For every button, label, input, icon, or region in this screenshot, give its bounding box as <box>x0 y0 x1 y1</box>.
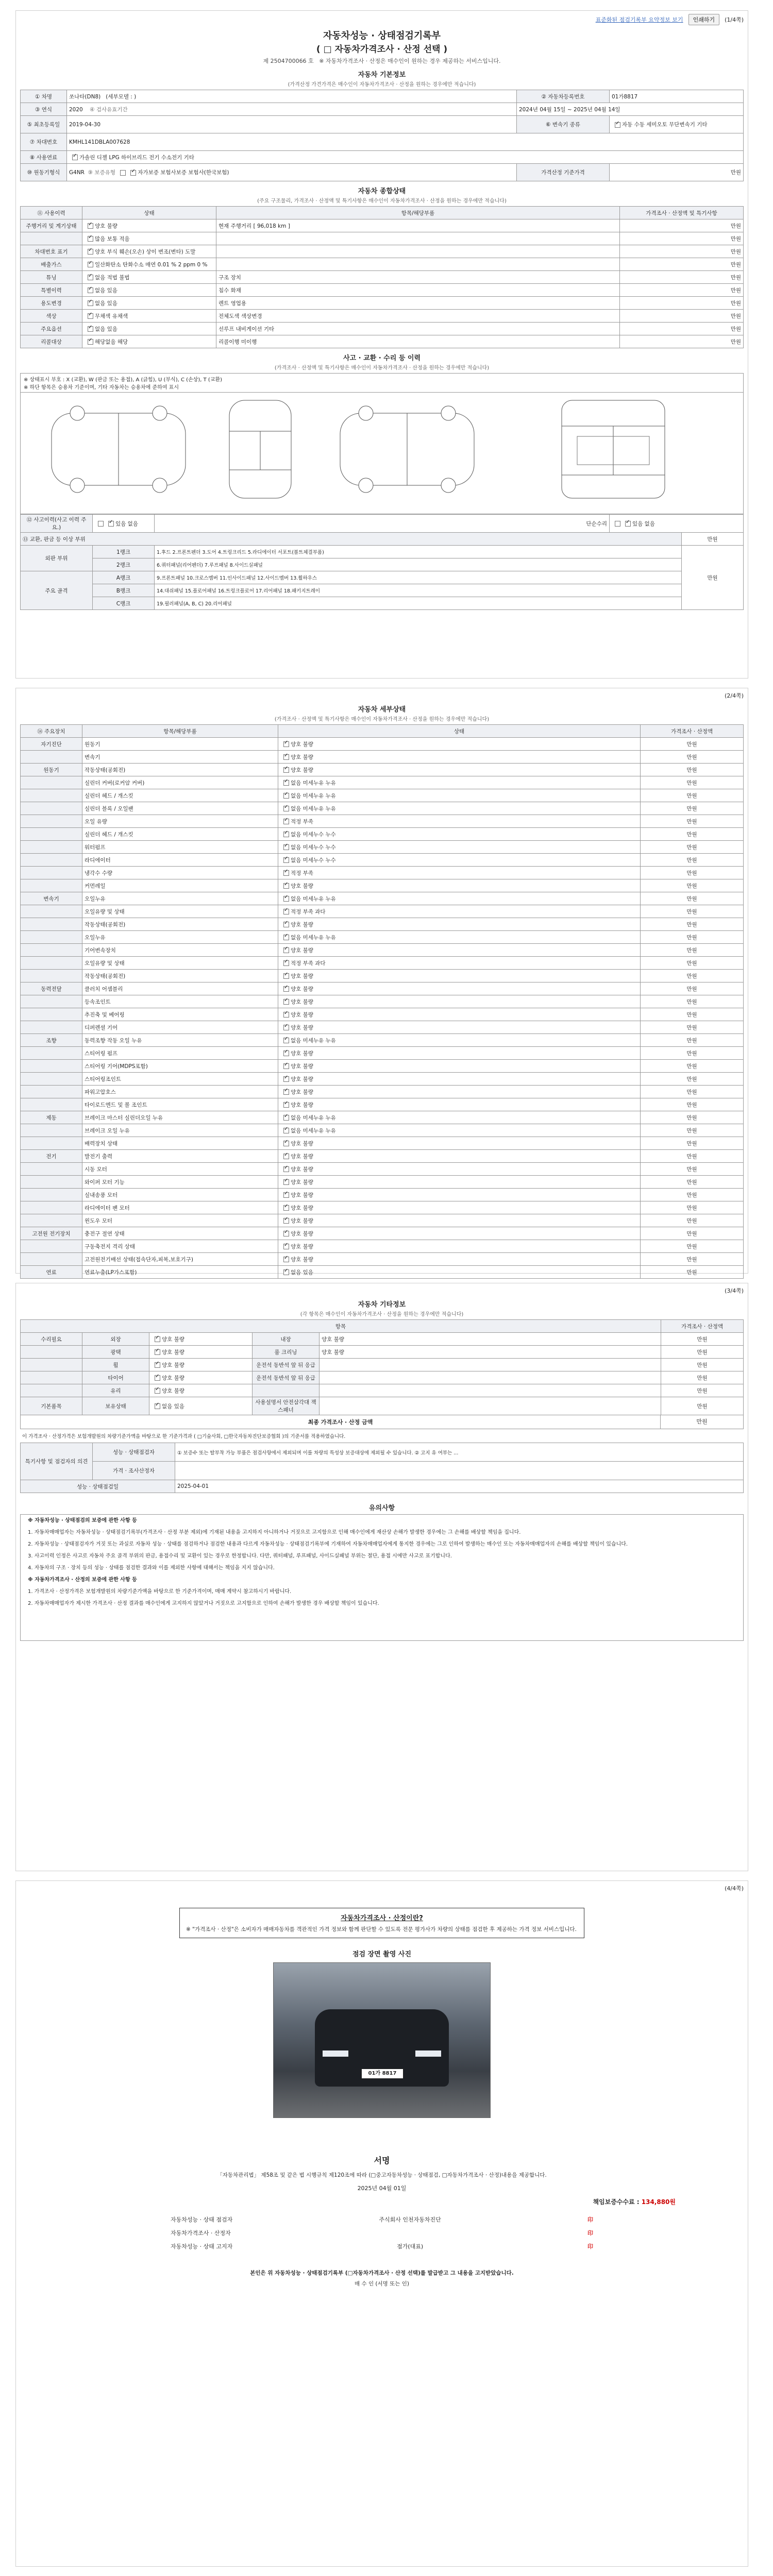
option-checkbox[interactable] <box>283 844 289 850</box>
basic-info-title: 자동차 기본정보 <box>358 71 406 79</box>
table-row: 워터펌프 ✓ 없음 미세누수 누수 만원 <box>21 841 744 854</box>
option-checkbox[interactable] <box>283 832 289 837</box>
table-row: 디퍼렌셜 기어 ✓ 양호 불량 만원 <box>21 1021 744 1034</box>
option-checkbox[interactable] <box>283 1244 289 1249</box>
table-row: 작동상태(공회전) ✓ 양호 불량 만원 <box>21 918 744 931</box>
table-row: 브레이크 오일 누유 ✓ 없음 미세누유 누유 만원 <box>21 1124 744 1137</box>
reg-no: 01가8817 <box>610 90 744 103</box>
opinion-table: 특기사항 및 점검자의 의견 성능 · 상태점검자 ① 보증수 또는 탈부착 가능 부품은 점검사항에서 제외되며 이를 차량의 특성상 보증대상에 제외될 수 있습니다. ② 고지 유 여부는 ... 가격 · 조사산정자 성능 · 상태점검일 2025-04-01 <box>20 1443 744 1493</box>
option-checkbox[interactable] <box>283 1141 289 1146</box>
table-row: 고전원전기배선 상태(접속단자,피복,보호기구) ✓ 양호 불량 만원 <box>21 1253 744 1266</box>
table-row: 기본품목 보유상태 ✓ 없음 있음 사용설명서 안전삼각대 잭 스패너 만원 <box>21 1397 744 1415</box>
stamp-icon: 印 <box>587 2243 593 2250</box>
table-row: 동력전달 클러치 어셈블리 ✓ 양호 불량 만원 <box>21 982 744 995</box>
option-checkbox[interactable] <box>283 947 289 953</box>
table-row: 광택 ✓ 양호 불량 룸 크리닝 양호 불량 만원 <box>21 1346 744 1359</box>
option-checkbox[interactable] <box>155 1388 160 1394</box>
table-row: 등속조인트 ✓ 양호 불량 만원 <box>21 995 744 1008</box>
option-checkbox[interactable] <box>155 1362 160 1368</box>
option-checkbox[interactable] <box>283 1089 289 1095</box>
table-row: 시동 모터 ✓ 양호 불량 만원 <box>21 1163 744 1176</box>
option-checkbox[interactable] <box>283 767 289 773</box>
page-number: (1/4쪽) <box>725 16 744 23</box>
table-row: 수리필요 외장 ✓ 양호 불량 내장 양호 불량 만원 <box>21 1333 744 1346</box>
car-right-side-icon <box>330 398 484 501</box>
inspection-date: 2025-04-01 <box>175 1480 744 1493</box>
option-checkbox[interactable] <box>283 986 289 992</box>
doc-subtitle: ( □ 자동차가격조사 · 산정 선택 ) <box>316 44 448 55</box>
trans-checkbox[interactable] <box>615 122 620 128</box>
table-row: 튜닝 ✓ 없음 적법 불법 구조 장치 만원 <box>21 271 744 284</box>
top-toolbar <box>16 14 748 25</box>
table-row: 커먼레일 ✓ 양호 불량 만원 <box>21 879 744 892</box>
option-checkbox[interactable] <box>283 793 289 799</box>
detail-title: 자동차 세부상태 <box>358 706 406 714</box>
car-left-side-icon <box>41 398 196 501</box>
accident-legend-1: ※ 상태표시 부호 : X (교환), W (판금 또는 용접), A (긁힘), U (부식), C (손상), T (교환) <box>24 377 223 383</box>
option-checkbox[interactable] <box>283 1231 289 1236</box>
table-row: 용도변경 ✓ 없음 있음 렌트 영업용 만원 <box>21 297 744 310</box>
accident-legend-2: ※ 하단 항목은 승용차 기준이며, 기타 자동차는 승용차에 준하여 표시 <box>24 385 179 391</box>
option-checkbox[interactable] <box>88 249 93 255</box>
detail-table: ⑭ 주요장치 항목/해당부품 상태 가격조사 · 산정액 자기진단 원동기 ✓ 양호 불량 만원 변속기 ✓ 양호 불량 만원 원동기 작동상태(공회전) ✓ 양호 불량 만원 실린더 커버(로커암 커버) ✓ 없음 미세누유 누유 만원 실린더 헤드 / 개스킷 ✓ 없음 미세누유 누유 만원 실린더 블록 / 오일팬 ✓ 없음 미세누유 누유 만원 오일 유량 ✓ 적정 부족 만원 실린더 헤드 / 개스킷 ✓ 없음 미세누수 누수 만원 워터펌프 ✓ 없음 미세누수 누수 만원 라디에이터 ✓ 없음 미세누수 누수 만원 냉각수 수량 ✓ 적정 부족 만원 커먼레일 ✓ 양호 불량 만원 변속기 오일누유 ✓ 없음 미세누유 누유 만원 오일유량 및 상태 ✓ 적정 부족 과다 만원 작동상태(공회전) ✓ 양호 불량 만원 오일누유 ✓ 없음 미세누유 누유 만원 기어변속장치 ✓ 양호 불량 만원 오일유량 및 상태 ✓ 적정 부족 과다 만원 작동상태(공회전) ✓ 양호 불량 만원 동력전달 클러치 어셈블리 ✓ 양호 불량 만원 등속조인트 ✓ 양호 불량 만원 추진축 및 베어링 ✓ 양호 불량 만원 디퍼렌셜 기어 ✓ 양호 불량 만원 조향 동력조향 작동 오일 누유 ✓ 없음 미세누유 누유 만원 스티어링 펌프 ✓ 양호 불량 만원 스티어링 기어(MDPS포함) ✓ 양호 불량 만원 스티어링조인트 ✓ 양호 불량 만원 파워고압호스 ✓ 양호 불량 만원 타이로드엔드 및 볼 조인트 ✓ 양호 불량 만원 제동 브레이크 마스터 실린더오일 누유 ✓ 없음 미세누유 누유 만원 브레이크 오일 누유 ✓ 없음 미세누유 누유 만원 배력장치 상태 ✓ 양호 불량 만원 전기 발전기 출력 ✓ 양호 불량 만원 시동 모터 ✓ 양호 불량 만원 와이퍼 모터 기능 ✓ 양호 불량 만원 실내송풍 모터 ✓ 양호 불량 만원 라디에이터 팬 모터 ✓ 양호 불량 만원 윈도우 모터 ✓ 양호 불량 만원 고전원 전기장치 충전구 절연 상태 ✓ 양호 불량 만원 구동축전지 격리 상태 ✓ 양호 불량 만원 고전원전기배선 상태(접속단자,피복,보호기구) ✓ 양호 불량 만원 연료 연료누출(LP가스포함) ✓ 없음 있음 만원 <box>20 724 744 1279</box>
table-row: 특별이력 ✓ 없음 있음 침수 화재 만원 <box>21 284 744 297</box>
option-checkbox[interactable] <box>283 922 289 927</box>
table-row: 실린더 헤드 / 개스킷 ✓ 없음 미세누수 누수 만원 <box>21 828 744 841</box>
signers: 자동차성능 · 상태 점검자 주식회사 인천자동차진단 印 자동차가격조사 · 산정자 印 자동차성능 · 상태 고지자 점가(대표) 印 <box>16 2206 748 2253</box>
basic-info-note: (가격산정 가견가격은 매수인이 자동차가격조사 · 산정을 원하는 경우에만 적습니다) <box>288 82 476 88</box>
table-row: 실린더 헤드 / 개스킷 ✓ 없음 미세누유 누유 만원 <box>21 789 744 802</box>
table-row: 추진축 및 베어링 ✓ 양호 불량 만원 <box>21 1008 744 1021</box>
table-row: 주행거리 및 계기상태 ✓ 양호 불량 현재 주행거리 [ 96,018 km ] 만원 <box>21 219 744 232</box>
option-checkbox[interactable] <box>283 1192 289 1198</box>
option-checkbox[interactable] <box>283 1166 289 1172</box>
option-checkbox[interactable] <box>88 339 93 345</box>
table-row: 냉각수 수량 ✓ 적정 부족 만원 <box>21 867 744 879</box>
sign-date: 2025년 04월 01일 <box>357 2185 407 2192</box>
basic-info-table: ① 차명 쏘나타(DN8) (세부모델 : ) ② 자동차등록번호 01가8817 ③ 연식 2020 ④ 검사유효기간 2024년 04월 15일 ~ 2025년 04월 14일 ⑤ 최초등록일 2019-04-30 ⑥ 변속기 종류 ✓ 자동 수동 세미오토 무단변속기 기타 ⑦ 차대번호 KMHL141DBLA007628 ⑧ 사용연료 ✓ 가솔린 디젤 LPG 하이브리드 전기 수소전기 기타 ⑩ 원동기형식 G4NR ⑨ 보증유형 ✓ 자가보증 보험사보증 보험사(한국보험) 가격산정 기준가격 만원 <box>20 90 744 181</box>
option-checkbox[interactable] <box>283 1012 289 1018</box>
table-row: 휠 ✓ 양호 불량 운전석 동반석 앞 뒤 응급 만원 <box>21 1359 744 1371</box>
option-checkbox[interactable] <box>283 1102 289 1108</box>
page-number: (4/4쪽) <box>725 1885 744 1892</box>
car-frame-icon <box>515 398 711 501</box>
table-row: 원동기 작동상태(공회전) ✓ 양호 불량 만원 <box>21 764 744 776</box>
option-checkbox[interactable] <box>283 973 289 979</box>
table-row: 리콜대상 ✓ 해당없음 해당 리콜이행 미이행 만원 <box>21 335 744 348</box>
option-checkbox[interactable] <box>88 287 93 293</box>
option-checkbox[interactable] <box>283 999 289 1005</box>
option-checkbox[interactable] <box>283 1205 289 1211</box>
option-checkbox[interactable] <box>88 262 93 267</box>
table-row: 구동축전지 격리 상태 ✓ 양호 불량 만원 <box>21 1240 744 1253</box>
option-checkbox[interactable] <box>283 1050 289 1056</box>
page-1 <box>15 10 748 679</box>
table-row: 스티어링조인트 ✓ 양호 불량 만원 <box>21 1073 744 1086</box>
table-row: 스티어링 기어(MDPS포함) ✓ 양호 불량 만원 <box>21 1060 744 1073</box>
table-row: 오일누유 ✓ 없음 미세누유 누유 만원 <box>21 931 744 944</box>
detail-note: (가격조사 · 산정액 및 특기사항은 매수인이 자동차가격조사 · 산정을 원하는 경우에만 적습니다) <box>274 717 490 722</box>
table-row: 실린더 블록 / 오일팬 ✓ 없음 미세누유 누유 만원 <box>21 802 744 815</box>
table-row: 유리 ✓ 양호 불량 만원 <box>21 1384 744 1397</box>
table-row: 파워고압호스 ✓ 양호 불량 만원 <box>21 1086 744 1098</box>
status-table: ⑪ 사용이력 상태 항목/해당부품 가격조사 · 산정액 및 특기사항 주행거리 및 계기상태 ✓ 양호 불량 현재 주행거리 [ 96,018 km ] 만원 ✓많음 보통 적음 만원 차대번호 표기 ✓ 양호 부식 훼손(오손) 상이 변조(변타) 도말 만원 배출가스 ✓ 일산화탄소 탄화수소 매연 0.01 % 2 ppm 0 % 만원 튜닝 ✓ 없음 적법 불법 구조 장치 만원 특별이력 ✓ 없음 있음 침수 화재 만원 용도변경 ✓ 없음 있음 렌트 영업용 만원 색상 ✓ 무채색 유채색 전체도색 색상변경 만원 주요옵션 ✓ 없음 있음 선루프 내비게이션 기타 만원 리콜대상 ✓ 해당없음 해당 리콜이행 미이행 만원 <box>20 206 744 348</box>
table-row: 실린더 커버(로커암 커버) ✓ 없음 미세누유 누유 만원 <box>21 776 744 789</box>
option-checkbox[interactable] <box>283 806 289 811</box>
table-row: 기어변속장치 ✓ 양호 불량 만원 <box>21 944 744 957</box>
summary-link[interactable]: 표준화된 점검기록부 요약정보 보기 <box>595 16 683 23</box>
accident-note: (가격조사 · 산정액 및 특기사항은 매수인이 자동차가격조사 · 산정을 원하는 경우에만 적습니다) <box>274 365 490 371</box>
option-checkbox[interactable] <box>283 1076 289 1082</box>
table-row: 배출가스 ✓ 일산화탄소 탄화수소 매연 0.01 % 2 ppm 0 % 만원 <box>21 258 744 271</box>
car-top-view-icon <box>216 398 304 501</box>
table-row: 윈도우 모터 ✓ 양호 불량 만원 <box>21 1214 744 1227</box>
option-checkbox[interactable] <box>283 1038 289 1043</box>
page-4: (4/4쪽) 자동차가격조사 · 산정이란? ※ "가격조사 · 산정"은 소비자가 매매자동차를 객관적인 가격 정보와 함께 판단할 수 있도록 전문 평가사가 차량의 상태를 점검한 후 제공하는 가격 정보 서비스입니다. 점검 장면 촬영 사진 01가 8817 서명 「자동차관리법」 제58조 및 같은 법 시행규칙 제120조에 따라 (□중고자동차성능 · 상태점검, □자동차가격조사 · 산정)내용을 제공합니다. 2025년 04월 01일 책임보증수수료 : 134,880원 자동차성능 · 상태 점검자 주식회사 인천자동차진단 印 자동차가격조사 · 산정자 印 자동차성능 · 상태 고지자 점가(대표) 印 본인은 위 자동차성능 · 상태점검기록부 (□자동차가격조사 · 산정 선택)를 발급받고 그 내용을 고지받았습니다. 매 수 인 (서명 또는 인) <box>15 1880 748 2567</box>
other-table: 항목 가격조사 · 산정액 수리필요 외장 ✓ 양호 불량 내장 양호 불량 만원 광택 ✓ 양호 불량 룸 크리닝 양호 불량 만원 휠 ✓ 양호 불량 운전석 동반석 앞 뒤 응급 만원 타이어 ✓ 양호 불량 운전석 동반석 앞 뒤 응급 만원 유리 ✓ 양호 불량 만원 기본품목 보유상태 ✓ 없음 있음 사용설명서 안전삼각대 잭 스패너 만원 <box>20 1319 744 1415</box>
option-checkbox[interactable] <box>283 1257 289 1262</box>
table-row: 실내송풍 모터 ✓ 양호 불량 만원 <box>21 1189 744 1201</box>
option-checkbox[interactable] <box>88 313 93 319</box>
table-row: 전기 발전기 출력 ✓ 양호 불량 만원 <box>21 1150 744 1163</box>
option-checkbox[interactable] <box>155 1403 160 1409</box>
license-plate: 01가 8817 <box>361 2069 404 2079</box>
option-checkbox[interactable] <box>88 326 93 332</box>
page-3: (3/4쪽) 자동차 기타정보 (각 항목은 매수인이 자동차가격조사 · 산정을 원하는 경우에만 적습니다) 항목 가격조사 · 산정액 수리필요 외장 ✓ 양호 불량 내장 양호 불량 만원 광택 ✓ 양호 불량 룸 크리닝 양호 불량 만원 휠 ✓ 양호 불량 운전석 동반석 앞 뒤 응급 만원 타이어 ✓ 양호 불량 운전석 동반석 앞 뒤 응급 만원 유리 ✓ 양호 불량 만원 기본품목 보유상태 ✓ 없음 있음 사용설명서 안전삼각대 잭 스패너 만원 최종 가격조사 · 산정 금액 만원 이 가격조사 · 산정가격은 보험개발원의 차량기준가액을 바탕으로 한 기준가격과 ( □기술사회, □한국자동차진단보증협회 )의 기준서를 적용하였습니다. 특기사항 및 점검자의 의견 성능 · 상태점검자 ① 보증수 또는 탈부착 가능 부품은 점검사항에서 제외되며 이를 차량의 특성상 보증대상에 제외될 수 있습니다. ② 고지 유 여부는 ... 가격 · 조사산정자 성능 · 상태점검일 2025-04-01 유의사항 ※ 자동차성능 · 상태점검의 보증에 관한 사항 등 1. 자동차매매업자는 자동차성능 · 상태점검기록부(가격조사 · 산정 부분 제외)에 기재된 내용을 고지하지 아니하거나 거짓으로 고지함으로 인해 매수인에게 재산상 손해가 발생한 경우에는 그 손해를 배상할 책임을 집니다. 2. 자동차성능 · 상태점검자가 거짓 또는 과실로 자동차 성능 · 상태를 점검하거나 점검한 내용과 다르게 자동차성능 · 상태점검기록부에 기재하여 자동차매매업자에게 통지한 경우에는 그로 인하여 발생하는 매수인 또는 자동차매매업자의 손해를 배상할 책임이 있습니다. 3. 사고이력 인정은 사고로 자동차 주요 골격 부위의 판금, 용접수리 및 교환이 있는 경우로 한정합니다. 다만, 쿼터패널, 루프패널, 사이드실패널 부위는 절단, 용접 시에만 사고로 표기합니다. 4. 자동차의 구조 · 장치 등의 성능 · 상태를 점검한 결과와 이를 제외한 사항에 대해서는 책임을 지지 않습니다. ※ 자동차가격조사 · 산정의 보증에 관한 사항 등 1. 가격조사 · 산정가격은 보험개발원의 차량기준가액을 바탕으로 한 기준가격이며, 매매 계약시 참고하시기 바랍니다. 2. 자동차매매업자가 제시한 가격조사 · 산정 결과를 매수인에게 고지하지 않았거나 거짓으로 고지함으로 인하여 손해가 발생한 경우 배상할 책임이 있습니다. <box>15 1283 748 1871</box>
table-row: 작동상태(공회전) ✓ 양호 불량 만원 <box>21 970 744 982</box>
option-checkbox[interactable] <box>283 896 289 902</box>
option-checkbox[interactable] <box>283 1179 289 1185</box>
table-row: 와이퍼 모터 기능 ✓ 양호 불량 만원 <box>21 1176 744 1189</box>
option-checkbox[interactable] <box>283 1218 289 1224</box>
option-checkbox[interactable] <box>283 1063 289 1069</box>
option-checkbox[interactable] <box>283 870 289 876</box>
table-row: 변속기 오일누유 ✓ 없음 미세누유 누유 만원 <box>21 892 744 905</box>
notice-title: 유의사항 <box>368 1504 395 1512</box>
option-checkbox[interactable] <box>88 223 93 229</box>
car-diagram <box>20 393 744 514</box>
doc-title: 자동차성능 · 상태점검기록부 <box>323 30 441 41</box>
table-row: 색상 ✓ 무채색 유채색 전체도색 색상변경 만원 <box>21 310 744 323</box>
status-note: (주요 구조물리, 가격조사 · 산정액 및 특기사항은 매수인이 자동차가격조사 · 산정을 원하는 경우에만 적습니다) <box>257 198 507 204</box>
table-row: 오일 유량 ✓ 적정 부족 만원 <box>21 815 744 828</box>
option-checkbox[interactable] <box>283 754 289 760</box>
other-note: (각 항목은 매수인이 자동차가격조사 · 산정을 원하는 경우에만 적습니다) <box>300 1312 464 1317</box>
option-checkbox[interactable] <box>88 236 93 242</box>
table-row: 조향 동력조향 작동 오일 누유 ✓ 없음 미세누유 누유 만원 <box>21 1034 744 1047</box>
table-row: 라디에이터 팬 모터 ✓ 양호 불량 만원 <box>21 1201 744 1214</box>
option-checkbox[interactable] <box>283 1269 289 1275</box>
price-info-box: 자동차가격조사 · 산정이란? ※ "가격조사 · 산정"은 소비자가 매매자동차를 객관적인 가격 정보와 함께 판단할 수 있도록 전문 평가사가 차량의 상태를 점검한 후 제공하는 가격 정보 서비스입니다. <box>179 1908 584 1938</box>
option-checkbox[interactable] <box>283 935 289 940</box>
accident-title: 사고 · 교환 · 수리 등 이력 <box>343 354 421 362</box>
table-row: 변속기 ✓ 양호 불량 만원 <box>21 751 744 764</box>
vin: KMHL141DBLA007628 <box>67 133 744 151</box>
page-number: (3/4쪽) <box>725 1287 744 1294</box>
table-row: 자기진단 원동기 ✓ 양호 불량 만원 <box>21 738 744 751</box>
final-price-title: 최종 가격조사 · 산정 금액 <box>308 1419 373 1426</box>
option-checkbox[interactable] <box>283 1115 289 1121</box>
option-checkbox[interactable] <box>283 1128 289 1133</box>
photo-title: 점검 장면 촬영 사진 <box>352 1951 412 1958</box>
table-row: 고전원 전기장치 충전구 절연 상태 ✓ 양호 불량 만원 <box>21 1227 744 1240</box>
table-row: 라디에이터 ✓ 없음 미세누수 누수 만원 <box>21 854 744 867</box>
table-row: 주요옵션 ✓ 없음 있음 선루프 내비게이션 기타 만원 <box>21 323 744 335</box>
option-checkbox[interactable] <box>283 780 289 786</box>
table-row: 배력장치 상태 ✓ 양호 불량 만원 <box>21 1137 744 1150</box>
option-checkbox[interactable] <box>88 300 93 306</box>
option-checkbox[interactable] <box>283 741 289 747</box>
option-checkbox[interactable] <box>283 909 289 914</box>
table-row: 타이로드엔드 및 볼 조인트 ✓ 양호 불량 만원 <box>21 1098 744 1111</box>
option-checkbox[interactable] <box>283 960 289 966</box>
option-checkbox[interactable] <box>155 1336 160 1342</box>
option-checkbox[interactable] <box>283 883 289 889</box>
inspection-photo <box>273 1962 491 2118</box>
fuel-checkbox[interactable] <box>72 155 78 160</box>
table-row: 제동 브레이크 마스터 실린더오일 누유 ✓ 없음 미세누유 누유 만원 <box>21 1111 744 1124</box>
table-row: 타이어 ✓ 양호 불량 운전석 동반석 앞 뒤 응급 만원 <box>21 1371 744 1384</box>
page-number: (2/4쪽) <box>725 692 744 699</box>
table-row: ✓많음 보통 적음 만원 <box>21 232 744 245</box>
option-checkbox[interactable] <box>88 275 93 280</box>
option-checkbox[interactable] <box>283 1025 289 1030</box>
doc-number-line: 제 2504700066 호 ※ 자동차가격조사 · 산정은 매수인이 원하는 경우 제공하는 서비스입니다. <box>263 58 501 64</box>
option-checkbox[interactable] <box>283 819 289 824</box>
option-checkbox[interactable] <box>283 857 289 863</box>
stamp-icon: 印 <box>587 2216 593 2223</box>
final-note: 이 가격조사 · 산정가격은 보험개발원의 차량기준가액을 바탕으로 한 기준가격과 ( □기술사회, □한국자동차진단보증협회 )의 기준서를 적용하였습니다. <box>22 1434 346 1439</box>
table-row: 스티어링 펌프 ✓ 양호 불량 만원 <box>21 1047 744 1060</box>
accident-table: ⑫ 사고이력(사고 이력 주요.) ✓있음 없음 단순수리 ✓ 있음 없음 ⑬ 교환, 판금 등 이상 부위 만원 외판 부위 1랭크 1.후드 2.프론트펜더 3.도어 4.트렁크리드 5.라디에이터 서포트(볼트체결부품) 만원 2랭크 6.쿼터패널(리어펜더) 7.루프패널 8.사이드실패널 주요 골격 A랭크 9.프론트패널 10.크로스멤버 11.인사이드패널 12.사이드멤버 13.휠하우스 B랭크 14.대쉬패널 15.플로어패널 16.트렁크플로어 17.리어패널 18.패키지트레이 C랭크 19.필러패널(A, B, C) 20.리어패널 <box>20 514 744 610</box>
status-title: 자동차 종합상태 <box>358 188 406 195</box>
table-row: 오일유량 및 상태 ✓ 적정 부족 과다 만원 <box>21 905 744 918</box>
other-title: 자동차 기타정보 <box>358 1301 406 1309</box>
option-checkbox[interactable] <box>155 1375 160 1381</box>
table-row: 오일유량 및 상태 ✓ 적정 부족 과다 만원 <box>21 957 744 970</box>
sign-title: 서명 <box>374 2156 390 2165</box>
table-row: 차대번호 표기 ✓ 양호 부식 훼손(오손) 상이 변조(변타) 도말 만원 <box>21 245 744 258</box>
page-2 <box>15 688 748 1274</box>
print-button[interactable]: 인쇄하기 <box>688 14 720 25</box>
table-row: 연료 연료누출(LP가스포함) ✓ 없음 있음 만원 <box>21 1266 744 1279</box>
option-checkbox[interactable] <box>283 1154 289 1159</box>
option-checkbox[interactable] <box>155 1349 160 1355</box>
price-select-checkbox[interactable]: □ <box>323 44 332 55</box>
guarantee-fee: 134,880원 <box>641 2198 676 2206</box>
stamp-icon: 印 <box>587 2230 593 2236</box>
